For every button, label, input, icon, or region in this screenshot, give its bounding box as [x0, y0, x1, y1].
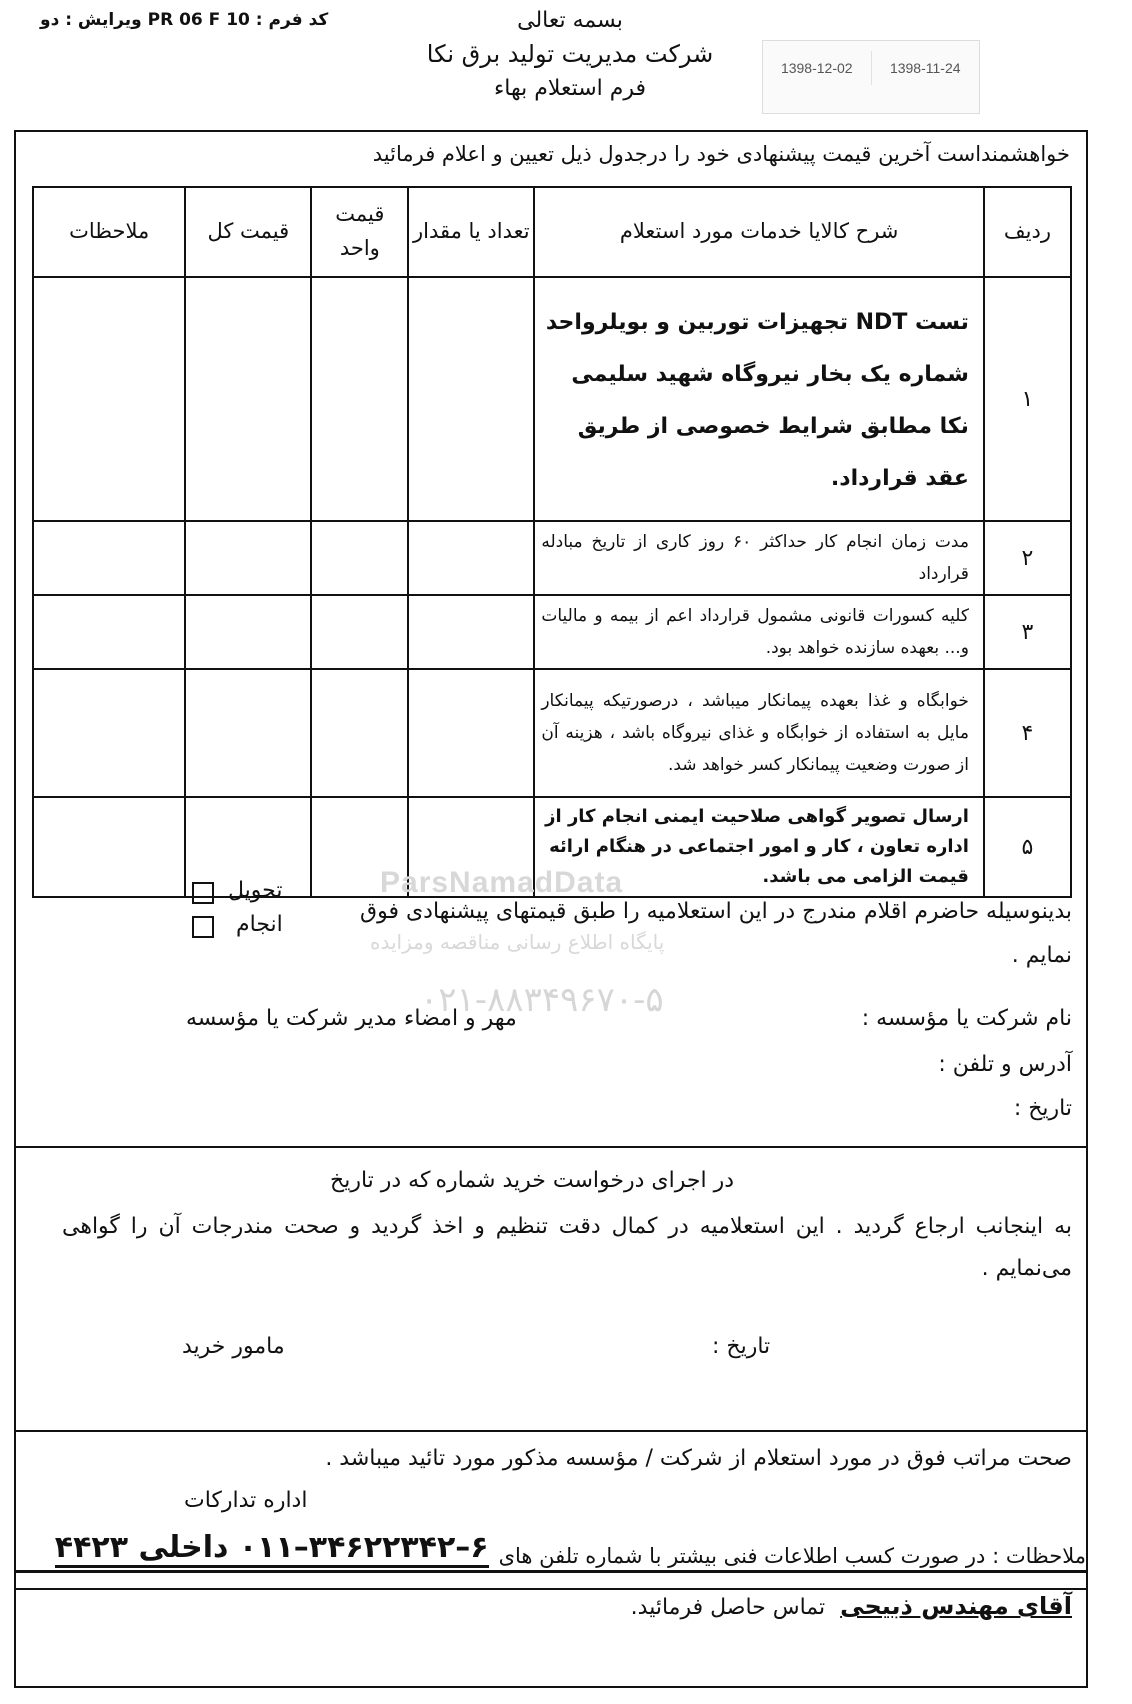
table-row: [33, 595, 1071, 669]
table-header-row: [33, 187, 1071, 277]
engineer-name: آقای مهندس ذبیحی: [840, 1592, 1072, 1620]
row-number: ۵: [984, 797, 1071, 897]
perform-checkbox[interactable]: [192, 916, 214, 938]
date-stamps: [762, 40, 980, 114]
seal-signature-label: مهر و امضاء مدیر شرکت یا مؤسسه: [186, 1006, 517, 1031]
items-table: [32, 186, 1072, 898]
delivery-checkbox[interactable]: [192, 882, 214, 904]
purchase-statement: به اینجانب ارجاع گردید . این استعلامیه در کمال دقت تنظیم و اخذ گردید و صحت مندرجات آن را گواهی می‌نمایم .: [62, 1214, 1072, 1281]
table-row: [33, 669, 1071, 797]
form-title: فرم استعلام بهاء: [493, 76, 647, 101]
unit-price-cell: [311, 669, 408, 797]
watermark-line: پایگاه اطلاع رسانی مناقصه ومزایده: [370, 930, 665, 954]
section-divider-2: [14, 1430, 1088, 1432]
purchase-date-field-label: تاریخ :: [712, 1334, 771, 1359]
section-divider-3: [14, 1588, 1088, 1590]
option-perform-label: انجام: [236, 912, 283, 937]
declaration-date-label: تاریخ :: [1013, 1096, 1072, 1121]
approval-text: صحت مراتب فوق در مورد استعلام از شرکت / مؤسسه مذکور مورد تائید میباشد .: [325, 1446, 1072, 1471]
notes-cell: [33, 797, 185, 897]
col-header-row: ردیف: [984, 187, 1071, 277]
option-delivery-label: تحویل: [228, 878, 283, 903]
notes-label: ملاحظات : در صورت کسب اطلاعات فنی بیشتر با شماره تلفن های: [498, 1544, 1086, 1568]
unit-price-cell: [311, 521, 408, 595]
date-stamp-2: 1398-12-02: [780, 60, 853, 76]
total-price-cell: [185, 277, 311, 521]
row-number: ۲: [984, 521, 1071, 595]
col-header-total: قیمت کل: [185, 187, 311, 277]
notes-cell: [33, 277, 185, 521]
table-row: [33, 521, 1071, 595]
notes-cell: [33, 669, 185, 797]
company-name: شرکت مدیریت تولید برق نکا: [426, 40, 714, 68]
unit-price-cell: [311, 277, 408, 521]
header-bismillah: بسمه تعالی: [517, 8, 623, 33]
intro-text: خواهشمنداست آخرین قیمت پیشنهادی خود را درجدول ذیل تعیین و اعلام فرمائید: [372, 142, 1070, 166]
notes-line: [16, 1524, 1086, 1568]
row-number: ۳: [984, 595, 1071, 669]
qty-cell: [408, 521, 534, 595]
form-code: کد فرم : PR 06 F 10 ویرایش : دو: [40, 10, 329, 30]
qty-cell: [408, 669, 534, 797]
col-header-unit: قیمت واحد: [311, 187, 408, 277]
contact-line: [631, 1592, 1072, 1620]
row-description: ارسال تصویر گواهی صلاحیت ایمنی انجام کار از اداره تعاون ، کار و امور اجتماعی در هنگام ارائه قیمت الزامی می باشد.: [534, 797, 984, 897]
total-price-cell: [185, 669, 311, 797]
row-description: خوابگاه و غذا بعهده پیمانکار میباشد ، درصورتیکه پیمانکار مایل به استفاده از خوابگاه و غذای نیروگاه باشد ، هزینه آن از صورت وضعیت پیمانکار کسر خواهد شد.: [534, 669, 984, 797]
row-description: کلیه کسورات قانونی مشمول قرارداد اعم از بیمه و مالیات و... بعهده سازنده خواهد بود.: [534, 595, 984, 669]
col-header-qty: تعداد یا مقدار: [408, 187, 534, 277]
col-header-notes: ملاحظات: [33, 187, 185, 277]
purchase-request-label: در اجرای درخواست خرید شماره: [435, 1168, 734, 1193]
notes-cell: [33, 595, 185, 669]
qty-cell: [408, 595, 534, 669]
total-price-cell: [185, 521, 311, 595]
col-header-desc: شرح کالایا خدمات مورد استعلام: [534, 187, 984, 277]
company-name-label: نام شرکت یا مؤسسه :: [861, 1006, 1072, 1031]
row-number: ۱: [984, 277, 1071, 521]
purchase-date-label: که در تاریخ: [330, 1168, 431, 1193]
total-price-cell: [185, 595, 311, 669]
row-description: مدت زمان انجام کار حداکثر ۶۰ روز کاری از تاریخ مبادله قرارداد: [534, 521, 984, 595]
procurement-dept-label: اداره تدارکات: [184, 1488, 308, 1513]
purchase-officer-label: مامور خرید: [182, 1334, 285, 1359]
notes-cell: [33, 521, 185, 595]
watermark-brand: ParsNamadData: [380, 866, 624, 899]
declaration-text: بدینوسیله حاضرم اقلام مندرج در این استعلامیه را طبق قیمتهای پیشنهادی فوق نمایم .: [360, 899, 1072, 968]
contact-text: تماس حاصل فرمائید.: [630, 1595, 826, 1620]
address-phone-label: آدرس و تلفن :: [938, 1052, 1072, 1077]
row-description: تست NDT تجهیزات توربین و بویلرواحد شماره یک بخار نیروگاه شهید سلیمی نکا مطابق شرایط خصوصی از طریق عقد قرارداد.: [534, 277, 984, 521]
unit-price-cell: [311, 595, 408, 669]
date-stamp-1: 1398-11-24: [871, 51, 980, 85]
section-divider-1: [14, 1146, 1088, 1148]
row-number: ۴: [984, 669, 1071, 797]
table-row: [33, 277, 1071, 521]
qty-cell: [408, 277, 534, 521]
notes-underline: [16, 1570, 1086, 1573]
watermark-phone: ۰۲۱-۸۸۳۴۹۶۷۰-۵: [420, 980, 664, 1020]
notes-phone: ۶–۳۴۶۲۲۳۴۲–۰۱۱ داخلی ۴۴۲۳: [55, 1530, 489, 1568]
